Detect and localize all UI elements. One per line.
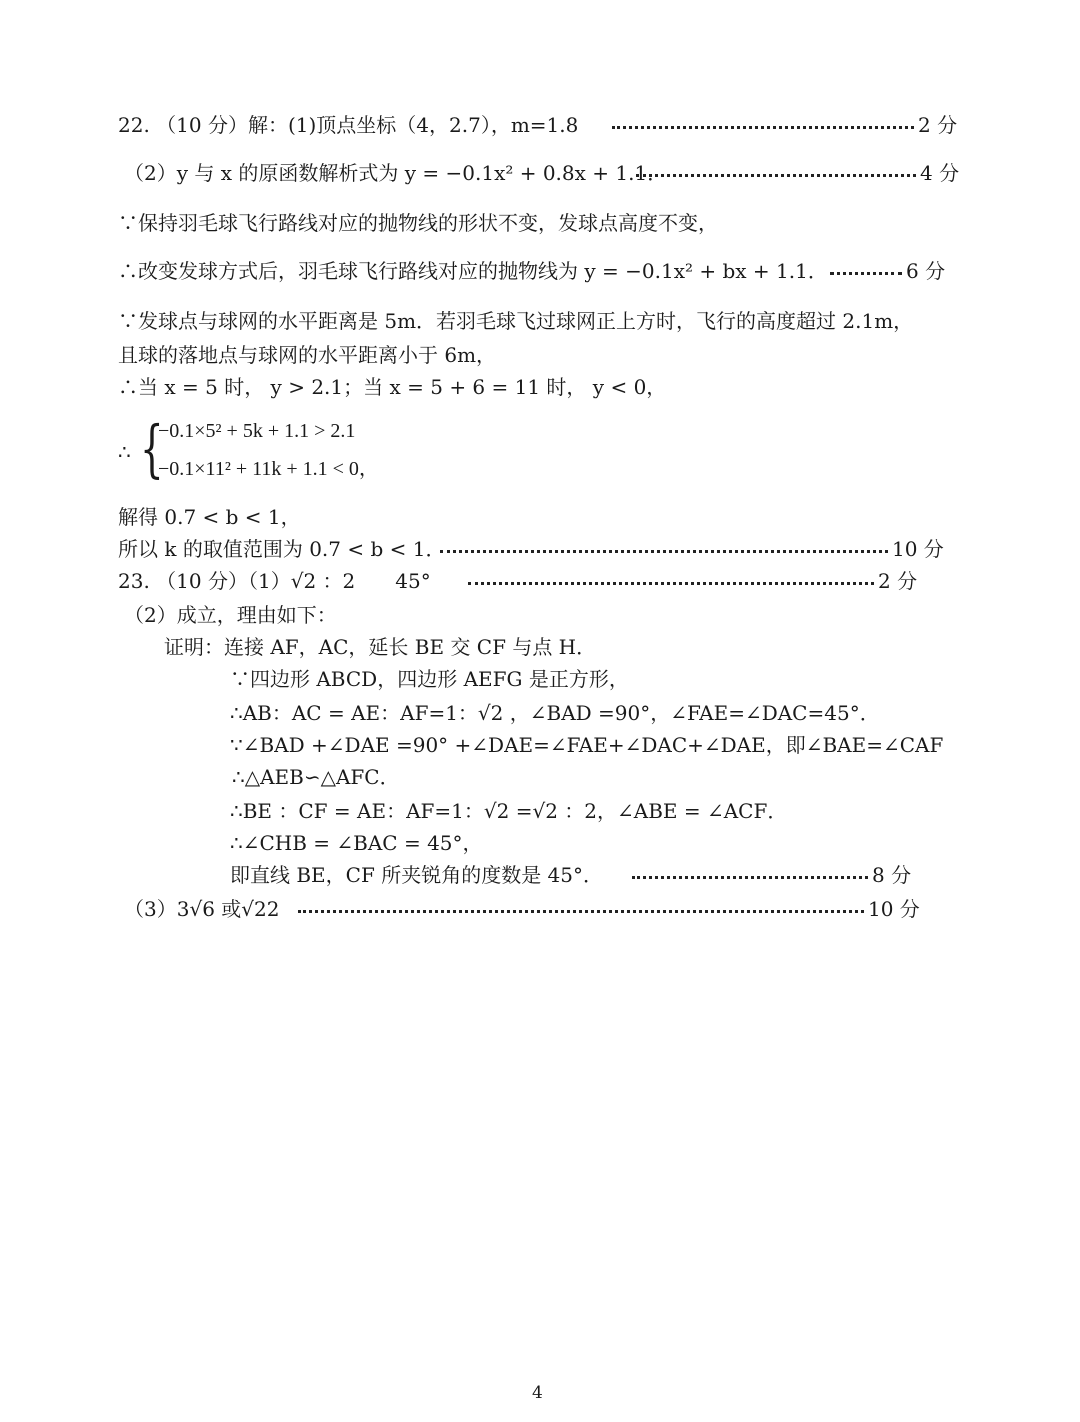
leader-dots: [830, 272, 902, 275]
q23-line-5: ∴AB：AC = AE：AF=1：√2 ，∠BAD =90°，∠FAE=∠DAC=45°．: [230, 701, 880, 725]
left-brace: {: [140, 412, 164, 485]
score-label: 6 分: [906, 259, 946, 283]
q23-line-7: ∴△AEB∽△AFC．: [232, 765, 400, 789]
q22-line-9: 所以 k 的取值范围为 0.7 < b < 1．: [118, 537, 446, 561]
q23-line-8: ∴BE ：CF = AE：AF=1：√2 =√2 ：2，∠ABE = ∠ACF．: [230, 799, 788, 823]
q23-line-3: 证明：连接 AF，AC，延长 BE 交 CF 与点 H．: [164, 635, 597, 659]
q22-line-7: ∴当 x = 5 时， y > 2.1；当 x = 5 + 6 = 11 时， y < 0，: [118, 375, 667, 399]
leader-dots: [612, 126, 914, 129]
score-label: 10 分: [892, 537, 944, 561]
score-label: 4 分: [920, 161, 960, 185]
q22-line-2: （2）y 与 x 的原函数解析式为 y = −0.1x² + 0.8x + 1.1．: [124, 161, 668, 185]
q23-line-6: ∵∠BAD +∠DAE =90° +∠DAE=∠FAE+∠DAC+∠DAE，即∠BAE=∠CAF: [230, 733, 944, 757]
q22-line-8: 解得 0.7 < b < 1，: [118, 505, 301, 529]
q23-line-1: 23. （10 分）（1）√2 ：2 45°: [118, 569, 431, 593]
score-label: 2 分: [918, 113, 958, 137]
leader-dots: [440, 550, 888, 553]
leader-dots: [636, 174, 916, 177]
q23-line-9: ∴∠CHB = ∠BAC = 45°，: [230, 831, 483, 855]
inequality-row-1: −0.1×5² + 5k + 1.1 > 2.1: [158, 420, 356, 442]
q22-line-6: 且球的落地点与球网的水平距离小于 6m，: [118, 343, 497, 367]
score-label: 2 分: [878, 569, 918, 593]
inequality-row-2: −0.1×11² + 11k + 1.1 < 0，: [158, 458, 379, 480]
q23-line-2: （2）成立，理由如下：: [124, 603, 337, 627]
q22-line-5: ∵发球点与球网的水平距离是 5m．若羽毛球飞过球网正上方时，飞行的高度超过 2.1m，: [118, 309, 914, 333]
q23-line-10: 即直线 BE，CF 所夹锐角的度数是 45°．: [230, 863, 603, 887]
q23-line-11: （3）3√6 或√22: [124, 897, 280, 921]
q22-line-3: ∵保持羽毛球飞行路线对应的抛物线的形状不变，发球点高度不变，: [118, 211, 718, 235]
q23-line-4: ∵四边形 ABCD，四边形 AEFG 是正方形，: [230, 667, 629, 691]
q22-line-4: ∴改变发球方式后，羽毛球飞行路线对应的抛物线为 y = −0.1x² + bx + 1.1．: [118, 259, 828, 283]
leader-dots: [632, 876, 868, 879]
therefore-symbol: ∴: [118, 440, 131, 464]
leader-dots: [298, 910, 864, 913]
score-label: 10 分: [868, 897, 920, 921]
score-label: 8 分: [872, 863, 912, 887]
leader-dots: [468, 582, 874, 585]
page-number: 4: [532, 1383, 543, 1403]
q22-line-1: 22. （10 分）解：(1)顶点坐标（4，2.7），m=1.8: [118, 113, 579, 137]
